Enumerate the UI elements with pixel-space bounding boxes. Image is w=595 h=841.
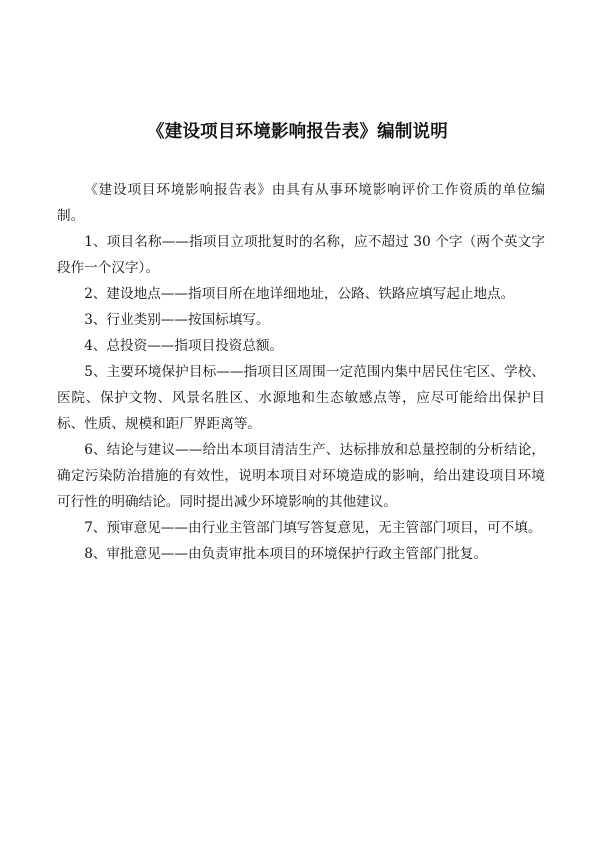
document-title: 《建设项目环境影响报告表》编制说明 — [147, 122, 448, 142]
paragraph-item-8: 8、审批意见——由负责审批本项目的环境保护行政主管部门批复。 — [84, 546, 488, 562]
paragraph-item-1: 1、项目名称——指项目立项批复时的名称，应不超过 30 个字（两个英文字段作一个汉字）。 — [57, 234, 545, 276]
paragraph-item-2: 2、建设地点——指项目所在地详细地址，公路、铁路应填写起止地点。 — [84, 286, 515, 302]
paragraph-intro: 《建设项目环境影响报告表》由具有从事环境影响评价工作资质的单位编制。 — [57, 182, 545, 224]
paragraph-item-4: 4、总投资——指项目投资总额。 — [84, 338, 284, 354]
document-body — [57, 177, 545, 567]
paragraph-item-7: 7、预审意见——由行业主管部门填写答复意见，无主管部门项目，可不填。 — [84, 520, 542, 536]
paragraph-item-6: 6、结论与建议——给出本项目清洁生产、达标排放和总量控制的分析结论，确定污染防治措施的有效性，说明本项目对环境造成的影响，给出建设项目环境可行性的明确结论。同时提出减少环境影响的其他建议。 — [57, 442, 545, 510]
paragraph-item-3: 3、行业类别——按国标填写。 — [84, 312, 270, 328]
paragraph-item-5: 5、主要环境保护目标——指项目区周围一定范围内集中居民住宅区、学校、医院、保护文物、风景名胜区、水源地和生态敏感点等，应尽可能给出保护目标、性质、规模和距厂界距离等。 — [57, 364, 545, 432]
